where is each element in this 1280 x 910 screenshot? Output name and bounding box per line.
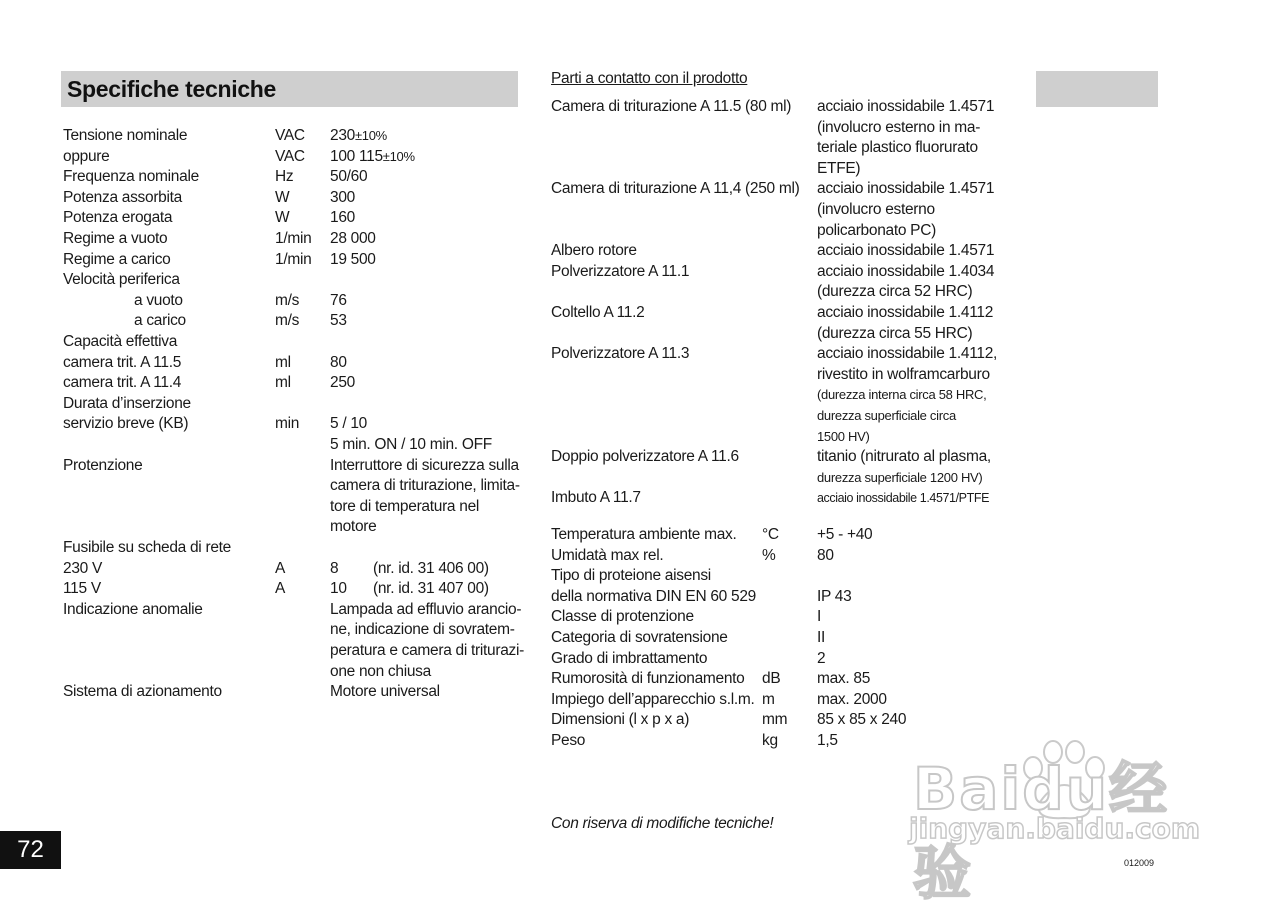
spec-value: 300 [330,188,355,206]
env-unit: °C [762,526,779,543]
spec-label: Sistema di azionamento [63,683,222,701]
env-label: della normativa DIN EN 60 529 [551,587,756,605]
spec-value: 50/60 [330,168,368,186]
spec-unit: 1/min [275,230,312,247]
spec-value: 230±10% [330,127,387,144]
env-label: Tipo di proteione aisensi [551,567,711,585]
spec-unit: m/s [275,291,300,309]
material-value: (durezza interna circa 58 HRC, [817,387,987,403]
spec-value: motore [330,518,377,536]
material-value: (durezza circa 52 HRC) [817,283,973,301]
env-unit: mm [762,711,788,729]
env-value: max. 85 [817,670,871,688]
material-value: durezza superficiale circa [817,408,956,423]
spec-label: Indicazione anomalie [63,600,203,618]
spec-value: 19 500 [330,250,376,268]
material-value: acciaio inossidabile 1.4112, [817,345,998,363]
right-heading: Parti a contatto con il prodotto [551,70,748,87]
spec-id-number: (nr. id. 31 406 00) [373,559,489,577]
document-code: 012009 [1124,858,1155,868]
spec-label: Capacità effettiva [63,333,178,350]
env-label: Classe di protenzione [551,608,694,626]
spec-label: oppure [63,147,110,165]
spec-label: Frequenza nominale [63,168,199,186]
spec-label: Durata d’inserzione [63,394,191,412]
material-part: Camera di triturazione A 11,4 (250 ml) [551,180,800,198]
spec-value: 160 [330,209,355,227]
spec-value: camera di triturazione, limita- [330,477,520,495]
spec-unit: A [275,559,286,577]
spec-value: 28 000 [330,230,376,247]
env-label: Umidatà max rel. [551,546,664,564]
material-value: teriale plastico fluorurato [817,139,978,157]
env-label: Categoria di sovratensione [551,629,728,646]
env-unit: kg [762,732,778,749]
spec-value: 100 115±10% [330,147,415,165]
spec-label: Fusibile su scheda di rete [63,539,231,556]
spec-unit: W [275,188,290,206]
spec-unit: min [275,415,300,433]
material-value: policarbonato PC) [817,221,936,239]
material-value: acciaio inossidabile 1.4571 [817,242,995,260]
env-label: Impiego dell’apparecchio s.l.m. [551,690,755,708]
spec-unit: A [275,580,286,598]
env-label: Peso [551,732,586,749]
material-value: acciaio inossidabile 1.4034 [817,262,995,280]
spec-label: a vuoto [134,291,183,309]
spec-unit: Hz [275,168,294,186]
env-unit: m [762,690,775,708]
material-part: Imbuto A 11.7 [551,489,641,507]
material-value: acciaio inossidabile 1.4571 [817,98,995,115]
env-label: Temperatura ambiente max. [551,526,737,543]
spec-value: Motore universal [330,683,440,701]
env-value: IP 43 [817,587,852,605]
spec-value: Interruttore di sicurezza sulla [330,456,519,474]
spec-value: peratura e camera di triturazi- [330,642,525,659]
spec-label: Potenza erogata [63,209,173,227]
material-part: Polverizzatore A 11.3 [551,345,690,363]
env-value: I [817,608,822,626]
env-value: 1,5 [817,732,838,749]
material-value: (involucro esterno [817,201,935,218]
spec-value: ne, indicazione di sovratem- [330,621,515,639]
env-value: 85 x 85 x 240 [817,711,907,729]
spec-value: 5 min. ON / 10 min. OFF [330,436,492,453]
material-value: (involucro esterno in ma- [817,118,981,136]
spec-unit: m/s [275,312,300,330]
spec-value: 80 [330,353,347,371]
spec-label: Potenza assorbita [63,188,182,206]
spec-value: 76 [330,291,347,309]
spec-label: Tensione nominale [63,127,188,144]
spec-unit: W [275,209,290,227]
spec-label: Regime a carico [63,250,171,268]
spec-value: 53 [330,312,347,330]
spec-unit: ml [275,374,291,392]
spec-value: 250 [330,374,355,392]
spec-unit: 1/min [275,250,312,268]
env-value: max. 2000 [817,690,887,708]
material-value: ETFE) [817,159,861,177]
material-value: (durezza circa 55 HRC) [817,324,973,342]
spec-unit: VAC [275,147,305,165]
spec-label: a carico [134,312,186,330]
env-value: II [817,629,826,646]
watermark-url: jingyan.baidu.com [909,812,1201,845]
env-value: 2 [817,649,826,667]
material-part: Albero rotore [551,242,637,260]
material-value: durezza superficiale 1200 HV) [817,469,983,485]
material-value: acciaio inossidabile 1.4571 [817,180,995,198]
disclaimer-note: Con riserva di modifiche tecniche! [551,815,774,832]
spec-label: 230 V [63,559,103,577]
material-part: Polverizzatore A 11.1 [551,262,690,280]
spec-value: 8 [330,559,339,577]
material-part: Camera di triturazione A 11.5 (80 ml) [551,98,792,115]
env-unit: dB [762,670,781,688]
env-label: Grado di imbrattamento [551,649,708,667]
spec-label: Regime a vuoto [63,230,168,247]
material-value: 1500 HV) [817,428,870,444]
tolerance: ±10% [354,128,387,143]
watermark-brand: Baidu经验 [913,755,1170,907]
spec-value: one non chiusa [330,662,431,680]
tolerance: ±10% [382,148,415,164]
material-value: acciaio inossidabile 1.4571/PTFE [817,491,990,506]
material-value: rivestito in wolframcarburo [817,365,990,383]
material-part: Doppio polverizzatore A 11.6 [551,448,739,466]
spec-unit: ml [275,353,291,371]
material-value: titanio (nitrurato al plasma, [817,448,991,466]
spec-value: 10 [330,580,347,598]
spec-label: 115 V [63,580,101,598]
page-number: 72 [0,831,61,869]
spec-label: Velocità periferica [63,271,180,289]
spec-label: Protenzione [63,456,143,474]
spec-id-number: (nr. id. 31 407 00) [373,580,489,598]
material-value: acciaio inossidabile 1.4112 [817,304,994,321]
env-unit: % [762,546,776,564]
spec-label: camera trit. A 11.5 [63,353,182,371]
page-title: Specifiche tecniche [67,76,277,102]
header-bar-right [1036,71,1158,107]
spec-value: tore di temperatura nel [330,497,480,515]
spec-value: Lampada ad effluvio arancio- [330,600,522,618]
env-value: 80 [817,546,834,564]
spec-unit: VAC [275,127,305,144]
title-bar [61,71,518,107]
env-value: +5 - +40 [817,526,873,543]
spec-label: servizio breve (KB) [63,415,189,433]
spec-value: 5 / 10 [330,415,367,433]
spec-label: camera trit. A 11.4 [63,374,182,392]
env-label: Dimensioni (l x p x a) [551,711,690,729]
env-label: Rumorosità di funzionamento [551,670,745,688]
material-part: Coltello A 11.2 [551,304,645,321]
